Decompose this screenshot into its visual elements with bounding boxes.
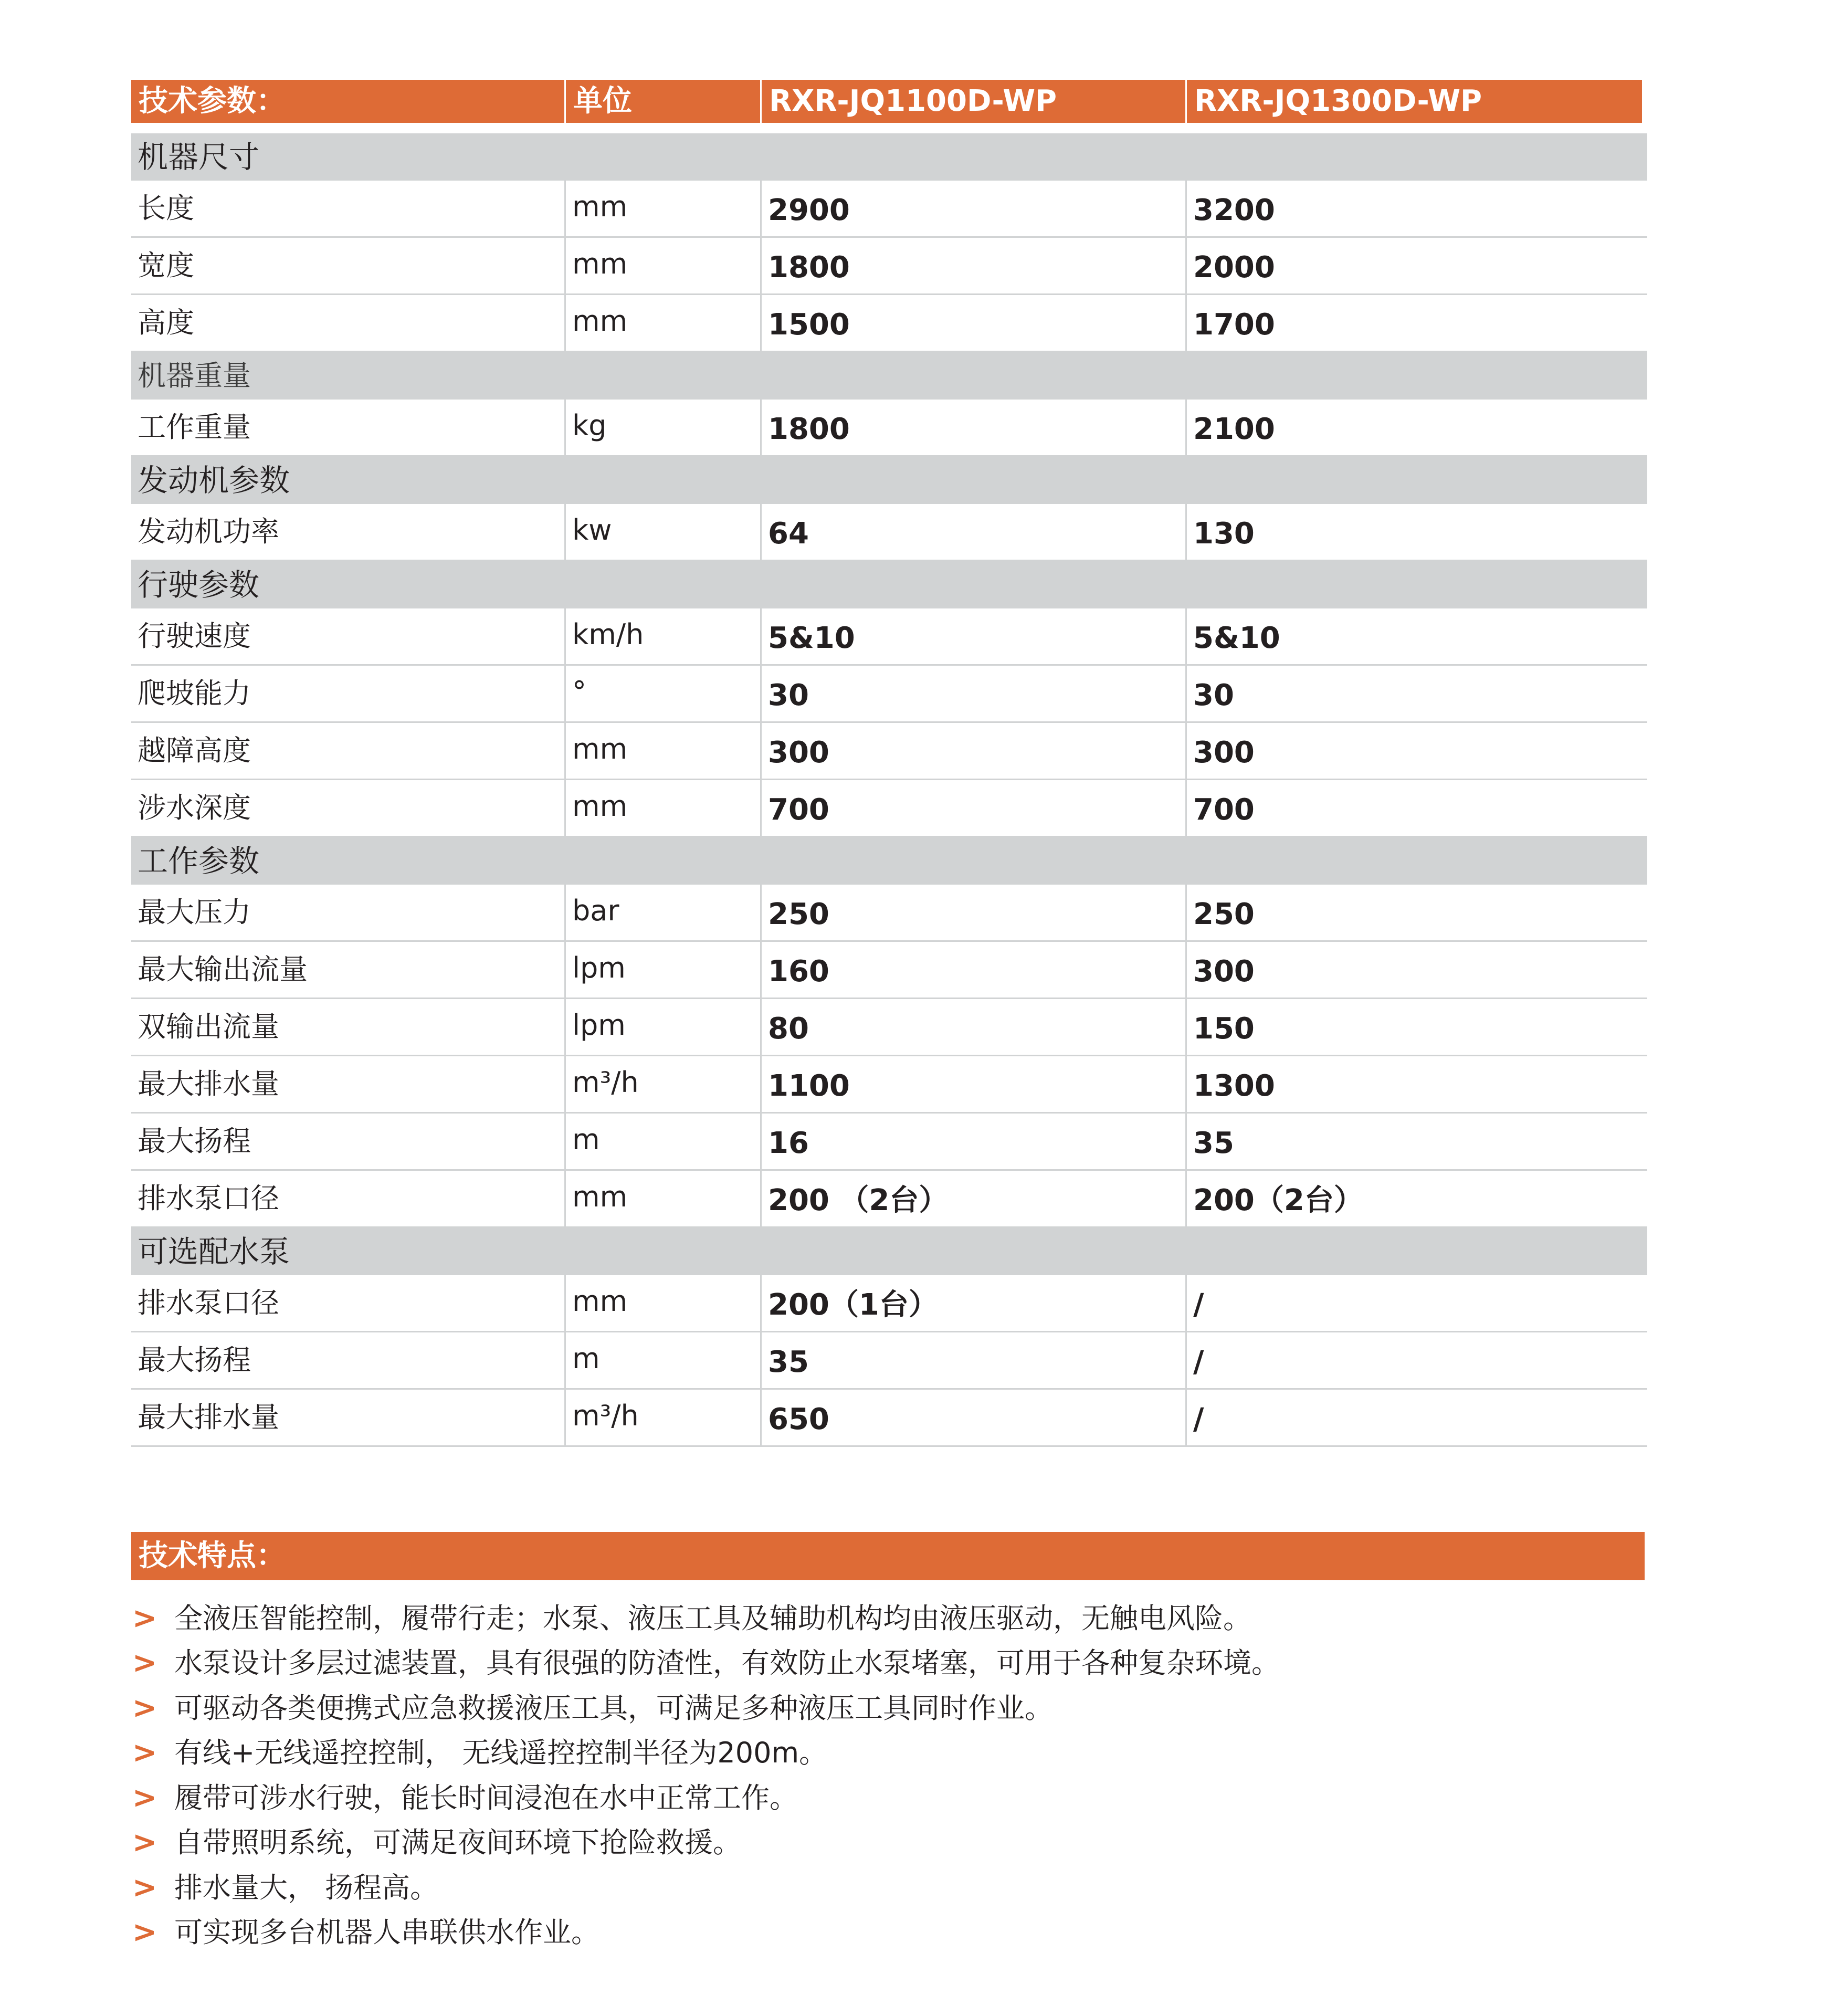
feature-item bbox=[131, 1776, 1647, 1821]
value-model-1: 35 bbox=[762, 1332, 1187, 1388]
value-model-1: 1800 bbox=[762, 238, 1187, 293]
table-row bbox=[131, 1056, 1647, 1114]
table-row bbox=[131, 400, 1647, 457]
value-model-2: 250 bbox=[1193, 897, 1255, 931]
value-model-1: 1800 bbox=[762, 400, 1187, 455]
param-name: 高度 bbox=[131, 295, 566, 351]
param-unit: mm bbox=[566, 780, 762, 836]
header-param: 技术参数： bbox=[131, 80, 566, 123]
param-name: 长度 bbox=[131, 181, 566, 236]
value-model-2: / bbox=[1193, 1345, 1204, 1379]
feature-item bbox=[131, 1686, 1647, 1731]
value-model-1: 300 bbox=[762, 723, 1187, 779]
feature-text: 全液压智能控制，履带行走；水泵、液压工具及辅助机构均由液压驱动，无触电风险。 bbox=[174, 1601, 1251, 1635]
table-row bbox=[131, 666, 1647, 723]
value-model-2: 150 bbox=[1193, 1012, 1255, 1046]
section-title: 发动机参数 bbox=[131, 457, 1647, 504]
param-name: 最大扬程 bbox=[131, 1114, 566, 1169]
param-unit: mm bbox=[566, 723, 762, 779]
features-list bbox=[131, 1596, 1647, 1955]
value-model-2: 130 bbox=[1193, 517, 1255, 551]
param-unit: ° bbox=[566, 666, 762, 721]
value-model-1: 160 bbox=[762, 942, 1187, 998]
param-name: 越障高度 bbox=[131, 723, 566, 779]
param-name: 排水泵口径 bbox=[131, 1275, 566, 1331]
feature-text: 水泵设计多层过滤装置，具有很强的防渣性，有效防止水泵堵塞，可用于各种复杂环境。 bbox=[174, 1646, 1280, 1680]
table-row bbox=[131, 780, 1647, 837]
table-row bbox=[131, 238, 1647, 295]
section-title: 工作参数 bbox=[131, 837, 1647, 885]
table-row bbox=[131, 1275, 1647, 1332]
param-unit: mm bbox=[566, 238, 762, 293]
feature-item bbox=[131, 1731, 1647, 1776]
spec-table-body bbox=[131, 133, 1647, 1447]
value-model-2: 700 bbox=[1193, 793, 1255, 827]
chevron-right-icon: > bbox=[132, 1915, 157, 1950]
chevron-right-icon: > bbox=[132, 1646, 157, 1681]
value-model-2: 1700 bbox=[1193, 308, 1275, 342]
value-model-2: 2000 bbox=[1193, 250, 1275, 285]
feature-text: 可驱动各类便携式应急救援液压工具，可满足多种液压工具同时作业。 bbox=[174, 1691, 1053, 1725]
value-model-2: 300 bbox=[1193, 954, 1255, 989]
param-unit: bar bbox=[566, 885, 762, 940]
feature-item bbox=[131, 1865, 1647, 1910]
table-row bbox=[131, 181, 1647, 238]
param-name: 排水泵口径 bbox=[131, 1171, 566, 1226]
param-name: 最大排水量 bbox=[131, 1056, 566, 1112]
param-name: 宽度 bbox=[131, 238, 566, 293]
param-unit: mm bbox=[566, 1275, 762, 1331]
value-model-1: 700 bbox=[762, 780, 1187, 836]
chevron-right-icon: > bbox=[132, 1825, 157, 1860]
param-unit: m bbox=[566, 1114, 762, 1169]
section-title: 可选配水泵 bbox=[131, 1228, 1647, 1275]
table-row bbox=[131, 1390, 1647, 1447]
features-header: 技术特点： bbox=[131, 1532, 1645, 1580]
table-row bbox=[131, 1332, 1647, 1390]
value-model-1: 1500 bbox=[762, 295, 1187, 351]
chevron-right-icon: > bbox=[132, 1780, 157, 1815]
param-name: 涉水深度 bbox=[131, 780, 566, 836]
feature-text: 可实现多台机器人串联供水作业。 bbox=[174, 1916, 599, 1949]
feature-text: 有线+无线遥控控制， 无线遥控控制半径为200m。 bbox=[174, 1736, 828, 1770]
value-model-1: 200（1台） bbox=[762, 1275, 1187, 1331]
param-unit: lpm bbox=[566, 999, 762, 1055]
table-row bbox=[131, 1114, 1647, 1171]
value-model-1: 16 bbox=[762, 1114, 1187, 1169]
chevron-right-icon: > bbox=[132, 1736, 157, 1770]
table-row bbox=[131, 295, 1647, 352]
param-unit: mm bbox=[566, 295, 762, 351]
param-unit: m³/h bbox=[566, 1390, 762, 1445]
table-row bbox=[131, 608, 1647, 666]
feature-item bbox=[131, 1821, 1647, 1866]
value-model-2: 1300 bbox=[1193, 1069, 1275, 1103]
table-row bbox=[131, 942, 1647, 999]
section-title: 行驶参数 bbox=[131, 561, 1647, 608]
value-model-1: 5&10 bbox=[762, 608, 1187, 664]
value-model-2: / bbox=[1193, 1288, 1204, 1322]
value-model-2: 3200 bbox=[1193, 193, 1275, 227]
value-model-1: 1100 bbox=[762, 1056, 1187, 1112]
value-model-2: 2100 bbox=[1193, 412, 1275, 446]
feature-item bbox=[131, 1641, 1647, 1686]
value-model-2: 35 bbox=[1193, 1126, 1234, 1160]
param-name: 双输出流量 bbox=[131, 999, 566, 1055]
table-row bbox=[131, 885, 1647, 942]
header-unit: 单位 bbox=[566, 80, 762, 123]
feature-text: 自带照明系统，可满足夜间环境下抢险救援。 bbox=[174, 1826, 741, 1860]
spec-table bbox=[131, 80, 1647, 1447]
feature-text: 履带可涉水行驶，能长时间浸泡在水中正常工作。 bbox=[174, 1781, 798, 1814]
param-unit: lpm bbox=[566, 942, 762, 998]
param-name: 最大排水量 bbox=[131, 1390, 566, 1445]
param-name: 爬坡能力 bbox=[131, 666, 566, 721]
param-unit: mm bbox=[566, 1171, 762, 1226]
feature-text: 排水量大， 扬程高。 bbox=[174, 1871, 439, 1904]
table-row bbox=[131, 504, 1647, 561]
value-model-1: 250 bbox=[762, 885, 1187, 940]
param-name: 发动机功率 bbox=[131, 504, 566, 560]
section-title: 机器重量 bbox=[131, 352, 1647, 400]
table-row bbox=[131, 999, 1647, 1056]
value-model-2: 30 bbox=[1193, 678, 1234, 712]
param-unit: km/h bbox=[566, 608, 762, 664]
param-unit: kw bbox=[566, 504, 762, 560]
feature-item bbox=[131, 1596, 1647, 1641]
chevron-right-icon: > bbox=[132, 1870, 157, 1905]
value-model-2: 300 bbox=[1193, 736, 1255, 770]
table-row bbox=[131, 723, 1647, 780]
value-model-1: 80 bbox=[762, 999, 1187, 1055]
param-name: 行驶速度 bbox=[131, 608, 566, 664]
value-model-2: 5&10 bbox=[1193, 621, 1280, 655]
param-name: 最大扬程 bbox=[131, 1332, 566, 1388]
spec-table-header bbox=[131, 80, 1642, 123]
param-name: 最大输出流量 bbox=[131, 942, 566, 998]
value-model-1: 650 bbox=[762, 1390, 1187, 1445]
chevron-right-icon: > bbox=[132, 1601, 157, 1635]
param-name: 工作重量 bbox=[131, 400, 566, 455]
param-unit: m bbox=[566, 1332, 762, 1388]
chevron-right-icon: > bbox=[132, 1690, 157, 1725]
param-name: 最大压力 bbox=[131, 885, 566, 940]
value-model-1: 2900 bbox=[762, 181, 1187, 236]
value-model-1: 64 bbox=[762, 504, 1187, 560]
param-unit: m³/h bbox=[566, 1056, 762, 1112]
header-model-1: RXR-JQ1100D-WP bbox=[762, 80, 1187, 123]
value-model-1: 30 bbox=[762, 666, 1187, 721]
feature-item bbox=[131, 1910, 1647, 1956]
value-model-1: 200 （2台） bbox=[762, 1171, 1187, 1226]
value-model-2: / bbox=[1193, 1402, 1204, 1436]
section-title: 机器尺寸 bbox=[131, 133, 1647, 181]
value-model-2: 200（2台） bbox=[1193, 1183, 1363, 1217]
param-unit: kg bbox=[566, 400, 762, 455]
param-unit: mm bbox=[566, 181, 762, 236]
header-model-2: RXR-JQ1300D-WP bbox=[1194, 84, 1482, 118]
features-section bbox=[131, 1532, 1647, 1955]
table-row bbox=[131, 1171, 1647, 1228]
